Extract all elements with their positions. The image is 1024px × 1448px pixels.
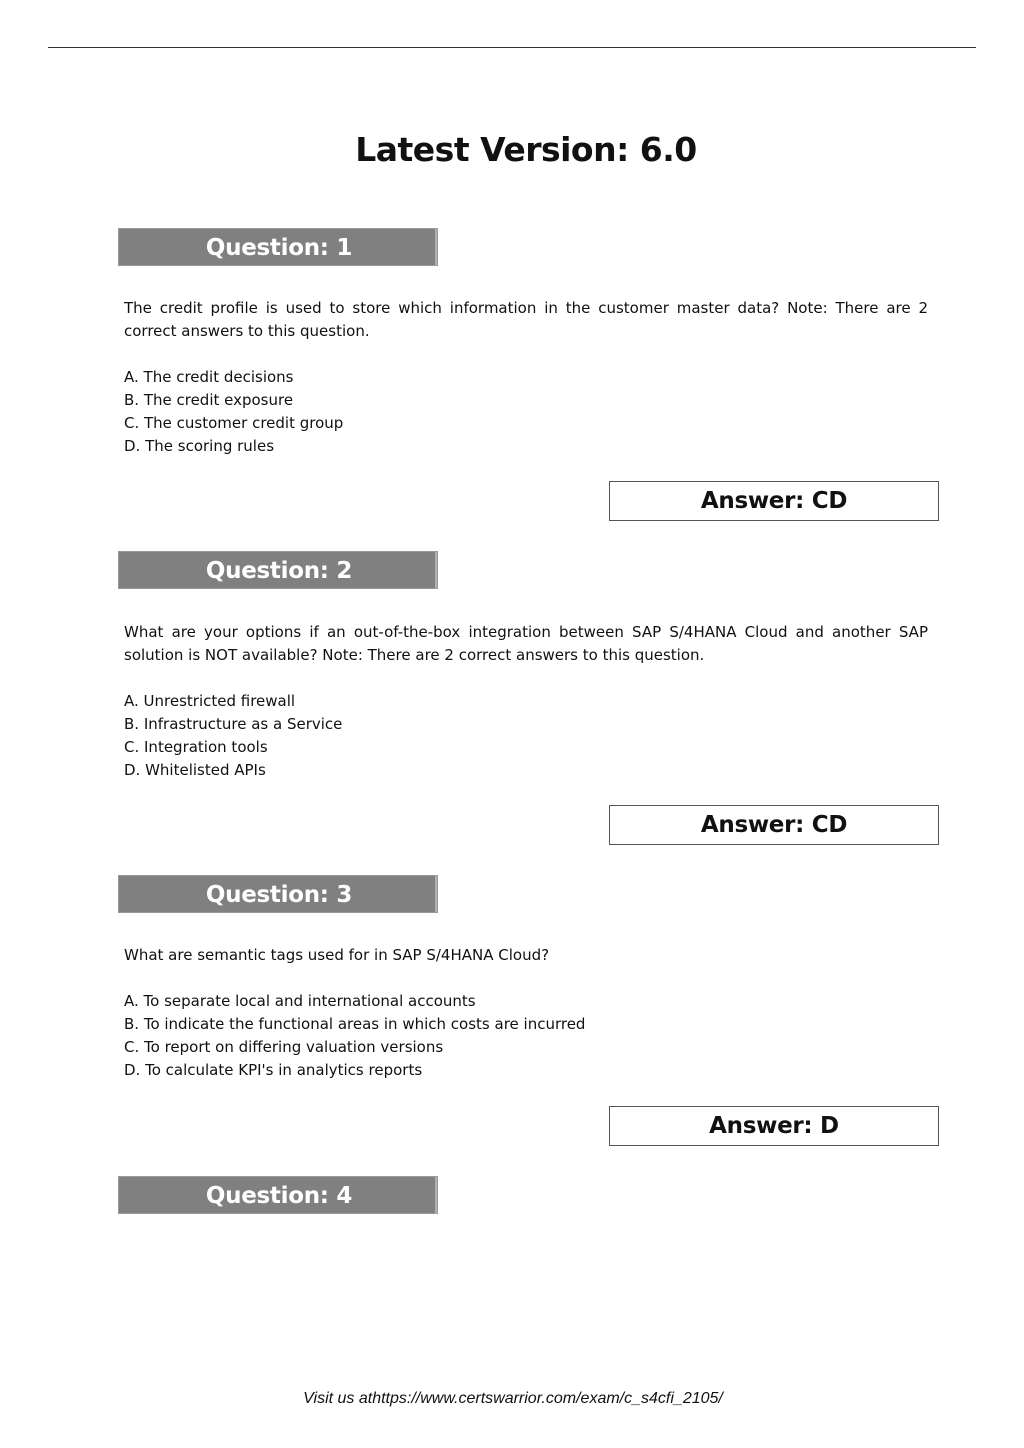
question-1-options — [124, 366, 824, 458]
question-2-options — [124, 690, 824, 782]
question-2-header — [118, 551, 438, 589]
question-3-options — [124, 990, 824, 1082]
footer-link-text: Visit us athttps://www.certswarrior.com/exam/c_s4cfi_2105/ — [303, 1390, 723, 1407]
question-3-header — [118, 875, 438, 913]
page-title: Latest Version: 6.0 — [355, 130, 697, 169]
question-1-answer: Answer: CD — [700, 488, 848, 514]
question-3-text: What are semantic tags used for in SAP S/4HANA Cloud? — [124, 946, 550, 964]
question-4-label: Question: 4 — [205, 1183, 353, 1209]
question-2-answer: Answer: CD — [700, 812, 848, 838]
option-d: D. To calculate KPI's in analytics reports — [124, 1061, 423, 1079]
option-a: A. Unrestricted firewall — [124, 692, 296, 710]
question-1-label: Question: 1 — [205, 235, 353, 261]
question-2-text: What are your options if an out-of-the-box integration between SAP S/4HANA Cloud and another SAP solution is NOT available? Note: There are 2 correct answers to this question. — [124, 623, 928, 664]
option-b: B. To indicate the functional areas in which costs are incurred — [124, 1015, 586, 1033]
option-d: D. Whitelisted APIs — [124, 761, 266, 779]
question-2-label: Question: 2 — [205, 558, 353, 584]
question-3-answer-box — [609, 1106, 939, 1146]
option-c: C. To report on differing valuation versions — [124, 1038, 444, 1056]
question-1-text: The credit profile is used to store which information in the customer master data? Note: There are 2 correct answers to this question. — [124, 299, 928, 340]
option-d: D. The scoring rules — [124, 437, 275, 455]
question-1-header — [118, 228, 438, 266]
option-a: A. To separate local and international accounts — [124, 992, 476, 1010]
option-c: C. Integration tools — [124, 738, 268, 756]
top-divider — [48, 47, 976, 48]
question-3-label: Question: 3 — [205, 882, 353, 908]
question-3-answer: Answer: D — [709, 1113, 839, 1139]
question-4-header — [118, 1176, 438, 1214]
question-2-answer-box — [609, 805, 939, 845]
option-b: B. The credit exposure — [124, 391, 294, 409]
option-b: B. Infrastructure as a Service — [124, 715, 343, 733]
option-a: A. The credit decisions — [124, 368, 294, 386]
question-1-answer-box — [609, 481, 939, 521]
option-c: C. The customer credit group — [124, 414, 344, 432]
